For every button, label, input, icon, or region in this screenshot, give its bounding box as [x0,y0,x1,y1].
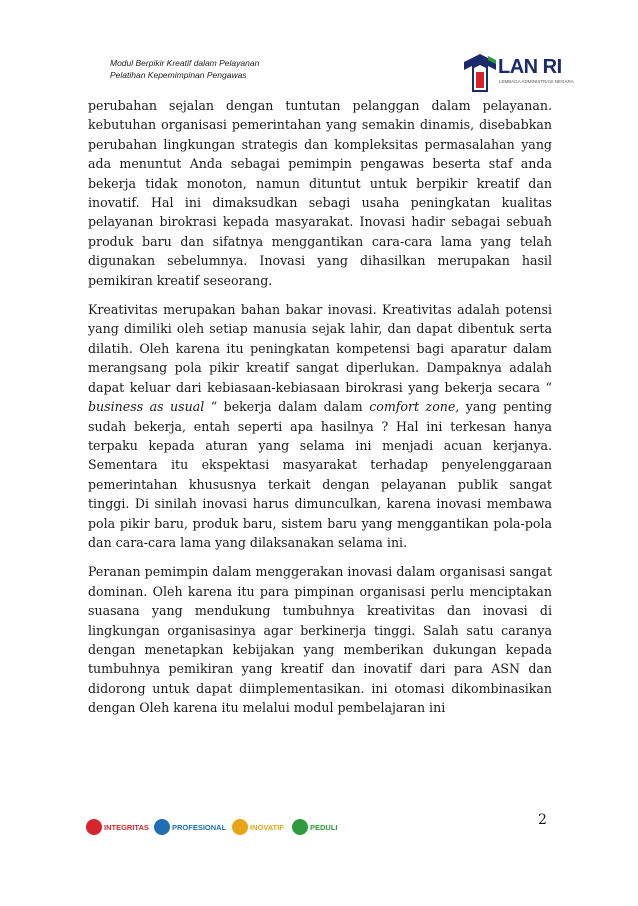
paragraph-3: Peranan pemimpin dalam menggerakan inovasi dalam organisasi sangat dominan. Oleh karena itu para pimpinan organisasi perlu menciptakan suasana yang mendukung tumbuhnya kreativitas dan inovasi di lingkungan organisasinya agar berkinerja tinggi. Salah satu caranya dengan menetapkan kebijakan yang memberikan dukungan kepada tumbuhnya pemikiran yang kreatif dan inovatif dari para ASN dan didorong untuk dapat diimplementasikan. ini otomasi dikombinasikan dengan Oleh karena itu melalui modul pembelajaran ini [88,564,552,716]
badge-inovatif [232,818,284,836]
lightbulb-icon [232,819,248,835]
core-values-footer [86,816,342,838]
header-line-2: Pelatihan Kepemimpinan Pengawas [110,70,247,80]
running-header [110,57,370,81]
badge-label: INOVATIF [250,822,284,832]
heart-hands-icon [292,819,308,835]
header-line-1: Modul Berpikir Kreatif dalam Pelayanan [110,58,260,68]
badge-peduli [292,818,338,836]
paragraph-2-italic-2: comfort zone, [369,399,460,415]
page-number: 2 [538,812,547,828]
paragraph-2 [88,300,552,552]
lan-ri-logo [462,52,574,94]
globe-icon [154,819,170,835]
body-text [88,96,552,728]
badge-profesional [154,818,226,836]
badge-integritas [86,818,149,836]
logo-name: LAN RI [498,56,562,78]
paragraph-2-italic-1: business as usual [88,399,205,415]
handshake-icon [86,819,102,835]
paragraph-2-part-a: Kreativitas merupakan bahan bakar inovasi. Kreativitas adalah potensi yang dimiliki oleh setiap manusia sejak lahir, dan dapat dibentuk serta dilatih. Oleh karena itu peningkatan kompetensi bagi aparatur dalam merangsang pola pikir kreatif sangat diperlukan. Dampaknya adalah dapat keluar dari kebiasaan-kebiasaan birokrasi yang bekerja secara “ [88,302,552,395]
paragraph-2-part-b: “ bekerja dalam dalam [204,399,370,415]
badge-label: PROFESIONAL [172,822,227,832]
logo-subtitle: LEMBAGA ADMINISTRASI NEGARA [499,79,574,84]
badge-label: PEDULI [310,822,338,832]
badge-label: INTEGRITAS [104,822,149,832]
paragraph-2-part-c: yang penting sudah bekerja, entah seperti apa hasilnya ? Hal ini terkesan hanya terpaku kepada aturan yang selama ini menjadi acuan kerjanya. Sementara itu ekspektasi masyarakat terhadap penyelenggaraan pemerintahan khususnya terkait dengan pelayanan publik sangat tinggi. Di sinilah inovasi harus dimunculkan, karena inovasi membawa pola pikir baru, produk baru, sistem baru yang menggantikan pola-pola dan cara-cara lama yang dilaksanakan selama ini. [88,399,552,550]
paragraph-1: perubahan sejalan dengan tuntutan pelanggan dalam pelayanan. kebutuhan organisasi pemerintahan yang semakin dinamis, disebabkan perubahan lingkungan strategis dan kompleksitas permasalahan yang ada menuntut Anda sebagai pemimpin pengawas beserta staf anda bekerja tidak monoton, namun dituntut untuk berpikir kreatif dan inovatif. Hal ini dimaksudkan sebagi usaha peningkatan kualitas pelayanan birokrasi kepada masyarakat. Inovasi hadir sebagai sebuah produk baru dan sifatnya menggantikan cara-cara lama yang telah digunakan sebelumnya. Inovasi yang dihasilkan merupakan hasil pemikiran kreatif seseorang. [88,98,552,288]
lan-logo-mark-icon [462,52,498,94]
